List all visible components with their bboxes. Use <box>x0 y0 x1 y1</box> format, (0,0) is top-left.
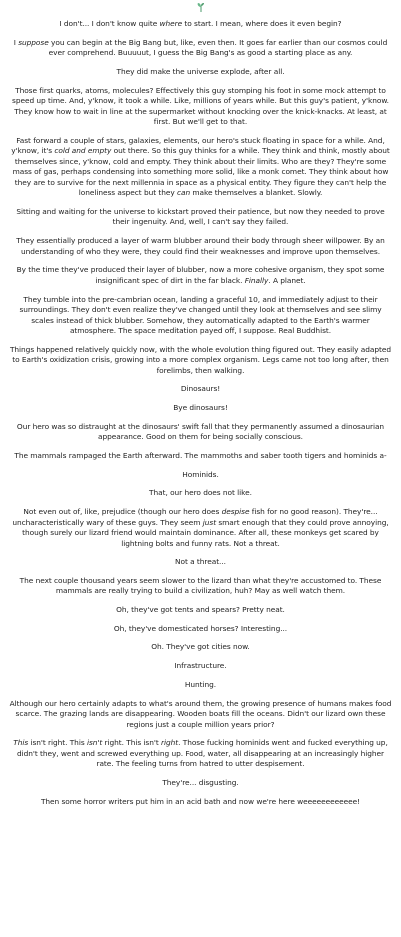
emphasis-text: just <box>202 517 217 527</box>
emphasis-text: Finally <box>244 275 269 285</box>
story-paragraph: Those first quarks, atoms, molecules? Effectively this guy stomping his foot in some mock attempt to speed up time. And, y'know, it took a while. Like, millions of years while. But this guy's patient, y'know. They know how to wait in line at the supermarket without knocking over the knick-knacks. At least, at first. But we'll get to that. <box>12 85 389 127</box>
story-paragraph: By the time they've produced their layer of blubber, now a more cohesive organism, they spot some insignificant spec of dirt in the far black. Finally. A planet. <box>16 265 385 285</box>
story-paragraph: The mammals rampaged the Earth afterward. The mammoths and saber tooth tigers and hominids a- <box>14 450 387 460</box>
story-paragraph: Although our hero certainly adapts to what's around them, the growing presence of humans makes food scarce. The grazing lands are disappearing. Wooden boats fill the oceans. Didn't our lizard own these regions just a couple million years prior? <box>9 698 392 729</box>
story-paragraph: They did make the universe explode, after all. <box>116 66 285 76</box>
story-paragraph: Oh, they've domesticated horses? Interesting... <box>113 623 288 633</box>
emphasis-text: where <box>159 19 183 28</box>
story-paragraph: Not even out of, like, prejudice (though our hero does despise fish for no good reason). They're... uncharacteristically wary of these guys. They seem just smart enough that they could prove annoying, though surely our lizard friend would maintain dominance. After all, these monkeys get scared by lightning bolts and funny rats. Not a threat. <box>12 507 389 548</box>
story-paragraph: Oh. They've got cities now. <box>151 642 250 652</box>
story-paragraph: That, our hero does not like. <box>149 488 252 498</box>
story-paragraph: Our hero was so distraught at the dinosaurs' swift fall that they permanently assumed a dinosaurian appearance. Good on them for being socially conscious. <box>16 421 385 442</box>
story-paragraph: Dinosaurs! <box>180 384 221 394</box>
story-paragraph: Infrastructure. <box>174 661 227 671</box>
story-paragraph: They tumble into the pre-cambrian ocean, landing a graceful 10, and immediately adjust to their surroundings. They don't even realize they've changed until they look at themselves and see slimy scales instead of thick blubber. Somehow, they automatically adapted to the Earth's warmer atmosphere. The space meditation payed off, I suppose. Real Buddhist. <box>19 294 382 335</box>
story-paragraph: Hunting. <box>184 679 217 689</box>
story-paragraph: Bye dinosaurs! <box>173 403 228 413</box>
story-paragraph: Not a threat... <box>175 557 226 567</box>
emphasis-text: right <box>161 738 179 748</box>
story-paragraph: Fast forward a couple of stars, galaxies, elements, our hero's stuck floating in space for a while. And, y'know, it's cold and empty out there. So this guy thinks for a while. They think and think, mostly about themselves since, y'know, cold and empty. They think about their limits. Who are they? They're some mass of gas, perhaps condensing into something more solid, like a monk comet. They think about how they are to survive for the next millennia in space as a physical entity. They figure they can't help the loneliness aspect but they can make themselves a blanket. Slowly. <box>11 135 390 198</box>
story-paragraph: Then some horror writers put him in an acid bath and now we're here weeeeeeeeeeee! <box>40 796 361 806</box>
story-paragraph: Hominids. <box>182 469 219 479</box>
story-paragraph: The next couple thousand years seem slower to the lizard than what they're accustomed to. These mammals are really trying to build a civilization, huh? May as well watch them. <box>19 575 382 596</box>
emphasis-text: isn't <box>86 738 103 748</box>
story-paragraph: They're... disgusting. <box>162 777 239 787</box>
story-paragraph: Oh, they've got tents and spears? Pretty neat. <box>116 605 285 615</box>
story-paragraph: I suppose you can begin at the Big Bang but, like, even then. It goes far earlier than our cosmos could ever comprehend. Buuuuut, I guess the Big Bang's as good a starting place as any. <box>13 37 388 58</box>
story-paragraph: They essentially produced a layer of warm blubber around their body through sheer willpower. By an understanding of who they were, they could find their weaknesses and improve upon themselves. <box>16 236 385 256</box>
emphasis-text: This <box>13 738 29 748</box>
story-paragraph: Things happened relatively quickly now, with the whole evolution thing figured out. They easily adapted to Earth's oxidization crisis, growing into a more complex organism. Legs came not too long after, then forelimbs, then walking. <box>9 344 392 375</box>
emphasis-text: despise <box>221 507 250 516</box>
emphasis-text: suppose <box>18 37 49 47</box>
emphasis-text: can <box>176 188 191 198</box>
story-paragraph: I don't... I don't know quite where to start. I mean, where does it even begin? <box>59 19 342 28</box>
emphasis-text: cold and empty <box>54 146 112 156</box>
story-paragraph: Sitting and waiting for the universe to kickstart proved their patience, but now they needed to prove their ingenuity. And, well, I can't say they failed. <box>16 206 385 227</box>
story-body <box>8 19 393 807</box>
sprout-icon <box>8 2 393 13</box>
story-paragraph: This isn't right. This isn't right. This isn't right. Those fucking hominids went and fucked everything up, didn't they, went and screwed everything up. Food, water, all disappearing at an increasingly higher rate. The feeling turns from hatred to utter despisement. <box>13 738 388 769</box>
